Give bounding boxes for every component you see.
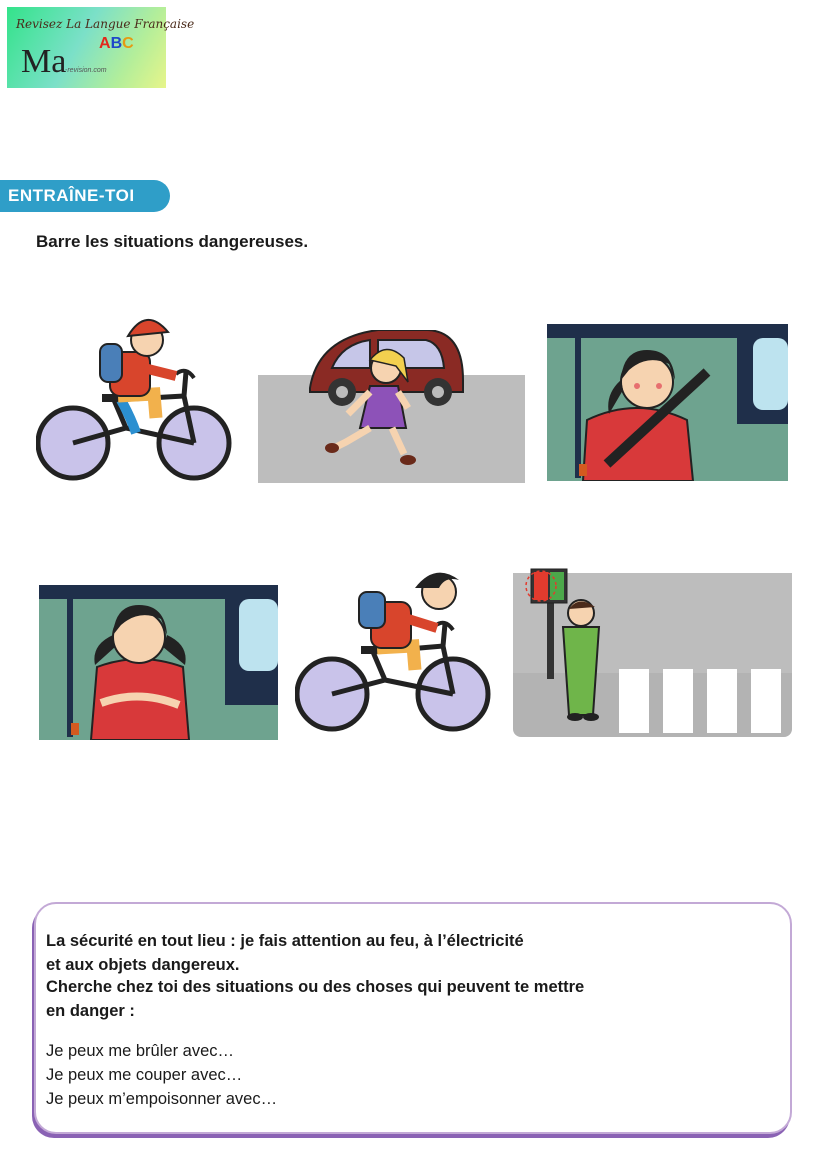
safety-activity-box <box>34 902 792 1134</box>
girl-without-seatbelt-icon[interactable] <box>39 585 278 740</box>
logo-abc-letters <box>99 35 134 53</box>
site-logo <box>7 7 195 88</box>
box-heading-line: et aux objets dangereux. <box>46 956 240 974</box>
logo-letter-a: A <box>99 35 111 52</box>
logo-brand-prefix: Ma <box>21 43 67 80</box>
logo-site: -revision.com <box>65 67 107 74</box>
girl-wearing-seatbelt-icon[interactable] <box>547 324 788 481</box>
prompt-poison: Je peux m’empoisonner avec… <box>46 1090 278 1108</box>
section-badge: ENTRAÎNE-TOI <box>0 180 170 212</box>
child-cycling-without-helmet-icon[interactable] <box>295 562 495 740</box>
girl-running-in-front-of-car-icon[interactable] <box>258 330 525 483</box>
box-heading-line: Cherche chez toi des situations ou des choses qui peuvent te mettre <box>46 978 585 996</box>
logo-letter-b: B <box>110 35 123 52</box>
boy-waiting-at-red-pedestrian-light-icon[interactable] <box>513 565 792 737</box>
prompt-burn: Je peux me brûler avec… <box>46 1042 235 1060</box>
exercise-instruction: Barre les situations dangereuses. <box>36 232 309 251</box>
box-heading-line: La sécurité en tout lieu : je fais attention au feu, à l’électricité <box>46 932 524 950</box>
box-heading-line: en danger : <box>46 1002 135 1020</box>
child-cycling-with-helmet-icon[interactable] <box>36 308 236 486</box>
logo-letter-c: C <box>122 35 134 52</box>
logo-tagline: Revisez La Langue Française <box>16 17 195 31</box>
prompt-cut: Je peux me couper avec… <box>46 1066 243 1084</box>
